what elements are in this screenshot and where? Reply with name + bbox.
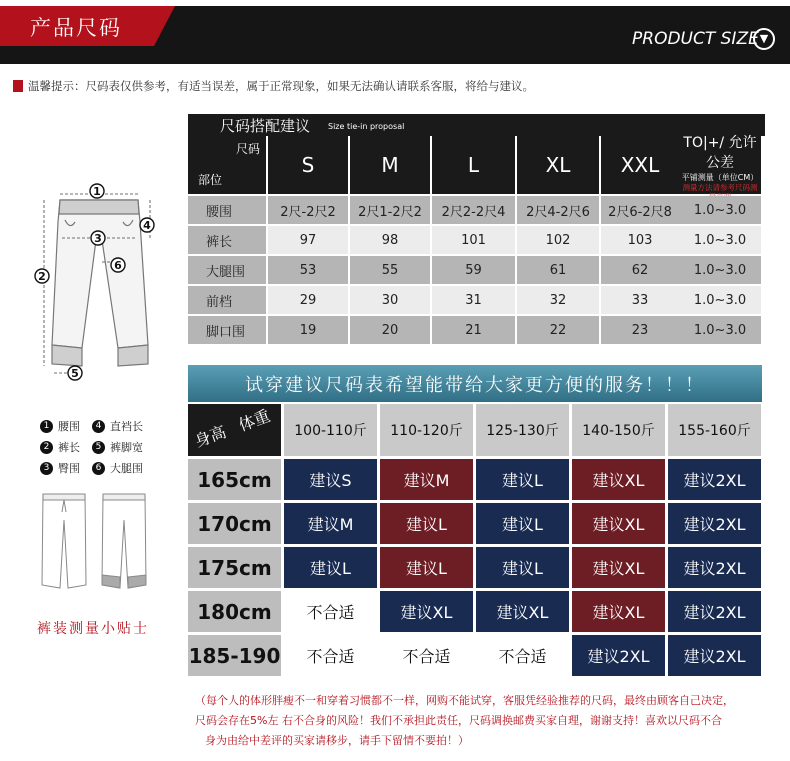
- size-header-XL: XL: [517, 136, 599, 194]
- legend-label: 裤脚宽: [110, 441, 143, 454]
- marker-2: [35, 269, 49, 283]
- size-header-XXL: XXL: [601, 136, 679, 194]
- height-label: 175cm: [188, 547, 281, 588]
- height-label: 165cm: [188, 459, 281, 500]
- size-value: 102: [517, 226, 599, 254]
- size-value: 53: [268, 256, 348, 284]
- fit-suggestion: 建议XL: [572, 591, 665, 632]
- note-line: 尺码会存在5%左 右不合身的风险！我们不承担此责任，尺码调换邮费买家自理，谢谢支持！喜欢以尺码不合: [195, 714, 722, 727]
- height-label: 170cm: [188, 503, 281, 544]
- legend-number: 6: [92, 462, 105, 475]
- corner-weight: 体重: [236, 406, 273, 435]
- fit-suggestion: 建议XL: [380, 591, 473, 632]
- fit-suggestion: 建议L: [476, 459, 569, 500]
- pants-diagram: [20, 170, 170, 385]
- chevron-down-icon: ▼: [753, 28, 775, 50]
- fit-suggestion: 不合适: [476, 635, 569, 676]
- size-table-title: 尺码搭配建议: [220, 117, 311, 135]
- fit-suggestion: 建议2XL: [668, 591, 761, 632]
- tolerance-value: 1.0~3.0: [679, 226, 761, 254]
- size-header-L: L: [432, 136, 515, 194]
- svg-text:1: 1: [93, 185, 101, 198]
- fit-table-corner: [188, 404, 281, 456]
- legend-number: 4: [92, 420, 105, 433]
- legend-label: 腰围: [58, 420, 80, 433]
- size-value: 55: [350, 256, 430, 284]
- size-value: 101: [432, 226, 515, 254]
- size-value: 23: [601, 316, 679, 344]
- size-header-S: S: [268, 136, 348, 194]
- fit-suggestion: 不合适: [380, 635, 473, 676]
- svg-text:3: 3: [94, 232, 102, 245]
- size-value: 19: [268, 316, 348, 344]
- fit-suggestion: 建议L: [284, 547, 377, 588]
- part-label: 腰围: [188, 196, 266, 224]
- legend-item: [92, 460, 143, 476]
- corner-size-label: 尺码: [235, 142, 260, 156]
- fit-suggestion: 建议2XL: [668, 547, 761, 588]
- fit-suggestion: 不合适: [284, 635, 377, 676]
- tolerance-header: [679, 136, 761, 194]
- size-value: 21: [432, 316, 515, 344]
- part-label: 前档: [188, 286, 266, 314]
- fit-suggestion: 建议XL: [572, 503, 665, 544]
- marker-4: [140, 218, 154, 232]
- weight-header: 100-110斤: [284, 404, 377, 456]
- fit-suggestion: 建议M: [284, 503, 377, 544]
- size-value: 29: [268, 286, 348, 314]
- corner-part-label: 部位: [198, 173, 223, 187]
- weight-header: 140-150斤: [572, 404, 665, 456]
- size-value: 2尺6-2尺8: [601, 196, 679, 224]
- part-label: 脚口围: [188, 316, 266, 344]
- legend-item: [40, 460, 80, 476]
- diagram-caption: 裤装测量小贴士: [37, 621, 149, 637]
- marker-3: [91, 231, 105, 245]
- legend-number: 1: [40, 420, 53, 433]
- legend-number: 3: [40, 462, 53, 475]
- note-line: 身为由给中差评的买家请移步，请手下留情不要拍！）: [205, 734, 469, 747]
- front-pants-sketch: [40, 490, 88, 595]
- fit-suggestion: 建议2XL: [572, 635, 665, 676]
- size-value: 22: [517, 316, 599, 344]
- tolerance-value: 1.0~3.0: [679, 316, 761, 344]
- svg-text:6: 6: [114, 259, 122, 272]
- size-value: 61: [517, 256, 599, 284]
- marker-6: [111, 258, 125, 272]
- marker-5: [68, 366, 82, 380]
- tolerance-main: TO|+/ 允许公差: [683, 135, 757, 171]
- note-line: （每个人的体形胖瘦不一和穿着习惯都不一样，网购不能试穿，客服凭经验推荐的尺码，最终由顾客自己决定，: [195, 694, 734, 707]
- legend-label: 裤长: [58, 441, 80, 454]
- part-label: 大腿围: [188, 256, 266, 284]
- size-header-M: M: [350, 136, 430, 194]
- svg-text:2: 2: [38, 270, 46, 283]
- tolerance-value: 1.0~3.0: [679, 256, 761, 284]
- fit-suggestion: 建议XL: [572, 459, 665, 500]
- page-header: [0, 0, 790, 72]
- fit-table-banner: 试穿建议尺码表希望能带给大家更方便的服务！！！: [188, 365, 762, 402]
- tolerance-value: 1.0~3.0: [679, 286, 761, 314]
- size-value: 30: [350, 286, 430, 314]
- tolerance-value: 1.0~3.0: [679, 196, 761, 224]
- fit-suggestion: 建议XL: [476, 591, 569, 632]
- legend-number: 2: [40, 441, 53, 454]
- size-value: 2尺-2尺2: [268, 196, 348, 224]
- marker-1: [90, 184, 104, 198]
- fit-suggestion: 建议2XL: [668, 635, 761, 676]
- part-label: 裤长: [188, 226, 266, 254]
- svg-text:5: 5: [71, 367, 79, 380]
- fit-suggestion: 建议L: [476, 547, 569, 588]
- corner-height: 身高: [192, 422, 229, 451]
- fit-suggestion: 建议2XL: [668, 503, 761, 544]
- tolerance-note: 测量方法请参考尺码测: [682, 183, 758, 192]
- fit-suggestion: 建议L: [476, 503, 569, 544]
- legend-label: 大腿围: [110, 462, 143, 475]
- fit-suggestion: 建议XL: [572, 547, 665, 588]
- weight-header: 125-130斤: [476, 404, 569, 456]
- size-value: 62: [601, 256, 679, 284]
- size-value: 2尺4-2尺6: [517, 196, 599, 224]
- back-pants-sketch: [100, 490, 148, 595]
- size-table-corner: [188, 136, 266, 194]
- size-value: 97: [268, 226, 348, 254]
- size-value: 2尺1-2尺2: [350, 196, 430, 224]
- tip-marker: [13, 80, 23, 92]
- tip-text: 温馨提示：尺码表仅供参考，有适当误差，属于正常现象，如果无法确认请联系客服，将给与建议。: [28, 79, 534, 93]
- svg-text:4: 4: [143, 219, 151, 232]
- height-label: 180cm: [188, 591, 281, 632]
- fit-suggestion: 建议M: [380, 459, 473, 500]
- header-subtitle: PRODUCT SIZE: [632, 29, 759, 49]
- header-title: 产品尺码: [30, 16, 122, 40]
- weight-header: 110-120斤: [380, 404, 473, 456]
- legend-item: [40, 418, 80, 434]
- legend-item: [92, 439, 143, 455]
- size-table-subtitle: Size tie-in proposal: [328, 122, 405, 131]
- fit-suggestion: 建议S: [284, 459, 377, 500]
- weight-header: 155-160斤: [668, 404, 761, 456]
- size-value: 98: [350, 226, 430, 254]
- height-label: 185-190: [188, 635, 281, 676]
- size-value: 20: [350, 316, 430, 344]
- tolerance-unit: 平铺测量（单位CM）: [681, 173, 759, 182]
- size-value: 103: [601, 226, 679, 254]
- size-value: 2尺2-2尺4: [432, 196, 515, 224]
- fit-suggestion: 不合适: [284, 591, 377, 632]
- legend-label: 臀围: [58, 462, 80, 475]
- fit-suggestion: 建议2XL: [668, 459, 761, 500]
- fit-suggestion: 建议L: [380, 547, 473, 588]
- legend-item: [40, 439, 80, 455]
- legend-label: 直裆长: [110, 420, 143, 433]
- size-value: 32: [517, 286, 599, 314]
- size-value: 33: [601, 286, 679, 314]
- legend-item: [92, 418, 143, 434]
- size-value: 31: [432, 286, 515, 314]
- size-value: 59: [432, 256, 515, 284]
- legend-number: 5: [92, 441, 105, 454]
- fit-suggestion: 建议L: [380, 503, 473, 544]
